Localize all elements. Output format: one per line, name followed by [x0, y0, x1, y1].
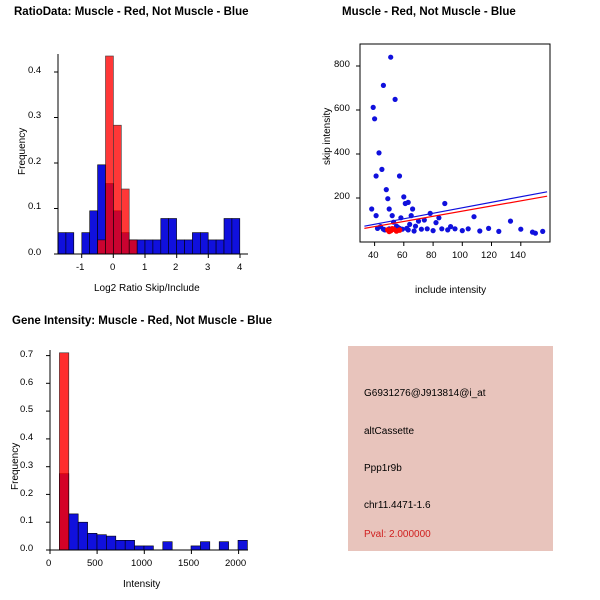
panel-title-ratio: RatioData: Muscle - Red, Not Muscle - Blue [14, 6, 249, 18]
scatter-xtick-4: 120 [481, 250, 497, 261]
ratio-xaxis-label: Log2 Ratio Skip/Include [94, 283, 200, 294]
intensity-yaxis-label: Frequency [10, 442, 21, 490]
panel-scatter [300, 0, 600, 300]
panel-title-scatter: Muscle - Red, Not Muscle - Blue [342, 6, 516, 18]
ratio-xtick-2: 1 [142, 262, 148, 273]
intensity-xtick-0: 0 [46, 558, 52, 569]
ratio-ytick-3: 0.3 [28, 110, 42, 121]
ratio-xtick-4: 3 [205, 262, 211, 273]
scatter-ytick-3: 800 [334, 59, 350, 70]
info-event-type: altCassette [364, 426, 415, 437]
intensity-ytick-2: 0.2 [20, 488, 34, 499]
ratio-ytick-0: 0.0 [28, 247, 42, 258]
scatter-xtick-2: 80 [426, 250, 437, 261]
intensity-xaxis-label: Intensity [123, 579, 161, 590]
info-pval: Pval: 2.000000 [364, 529, 431, 540]
intensity-ytick-6: 0.6 [20, 377, 34, 388]
ratio-yaxis-label: Frequency [17, 127, 28, 175]
ratio-ytick-4: 0.4 [28, 65, 42, 76]
panel-intensity-histogram [0, 300, 300, 600]
info-panel-background [348, 346, 553, 551]
panel-title-intensity: Gene Intensity: Muscle - Red, Not Muscle - Blue [12, 315, 273, 327]
blue-bars-intensity [59, 474, 247, 550]
panel-ratio-histogram [0, 0, 300, 300]
intensity-xtick-1: 500 [87, 558, 103, 569]
scatter-xtick-1: 60 [397, 250, 408, 261]
intensity-ytick-5: 0.5 [20, 404, 34, 415]
info-location: chr11.4471-1.6 [364, 500, 431, 511]
red-bars-intensity [59, 353, 68, 550]
ratio-ytick-1: 0.1 [28, 201, 42, 212]
intensity-xtick-3: 1500 [178, 558, 200, 569]
info-probeset-id: G6931276@J913814@i_at [364, 388, 486, 399]
ratio-ytick-2: 0.2 [28, 156, 42, 167]
intensity-ytick-3: 0.3 [20, 460, 34, 471]
ratio-xtick-0: -1 [76, 262, 85, 273]
scatter-ytick-2: 600 [334, 103, 350, 114]
blue-bars [58, 165, 240, 254]
scatter-xtick-5: 140 [510, 250, 526, 261]
ratio-xtick-3: 2 [173, 262, 179, 273]
intensity-ytick-1: 0.1 [20, 515, 34, 526]
trendline-red [364, 196, 547, 228]
scatter-yaxis-label: skip intensity [322, 107, 333, 165]
ratio-xtick-1: 0 [110, 262, 116, 273]
scatter-xaxis-label: include intensity [415, 285, 487, 296]
scatter-xtick-0: 40 [368, 250, 379, 261]
intensity-ytick-7: 0.7 [20, 349, 34, 360]
intensity-ytick-0: 0.0 [20, 543, 34, 554]
scatter-ytick-0: 200 [334, 191, 350, 202]
intensity-histogram-plot [0, 328, 300, 578]
panel-info [300, 300, 600, 600]
ratio-histogram-plot [0, 18, 300, 298]
intensity-ytick-4: 0.4 [20, 432, 34, 443]
trendline-blue [364, 192, 547, 226]
scatter-xtick-3: 100 [452, 250, 468, 261]
intensity-xtick-2: 1000 [131, 558, 153, 569]
intensity-xtick-4: 2000 [225, 558, 247, 569]
info-gene-symbol: Ppp1r9b [364, 463, 402, 474]
scatter-ytick-1: 400 [334, 147, 350, 158]
ratio-xtick-5: 4 [237, 262, 243, 273]
